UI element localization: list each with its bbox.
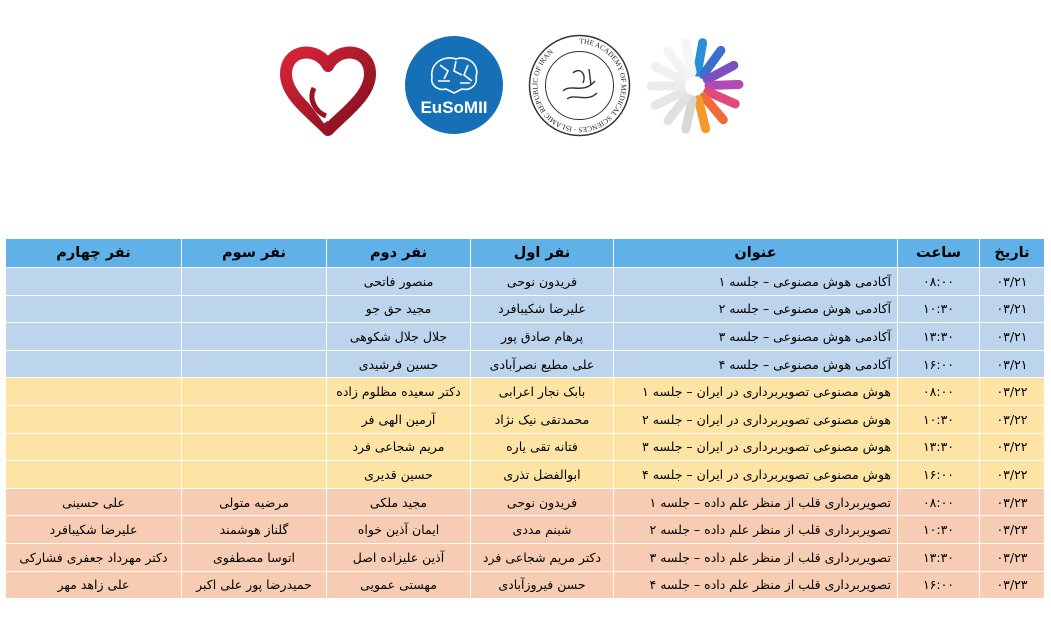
cell-fourth-person bbox=[6, 405, 182, 433]
cell-date: ۰۳/۲۳ bbox=[980, 571, 1045, 599]
cell-title: آکادمی هوش مصنوعی – جلسه ۲ bbox=[614, 295, 898, 323]
schedule-table bbox=[5, 238, 1045, 599]
cell-date: ۰۳/۲۳ bbox=[980, 543, 1045, 571]
cell-third-person: اتوسا مصطفوی bbox=[182, 543, 327, 571]
cell-third-person bbox=[182, 268, 327, 296]
cell-first-person: بابک نجار اعرابی bbox=[471, 378, 614, 406]
eusomii-logo bbox=[404, 35, 504, 135]
cell-first-person: شبنم مددی bbox=[471, 516, 614, 544]
table-row bbox=[6, 543, 1045, 571]
cell-title: هوش مصنوعی تصویربرداری در ایران – جلسه ۴ bbox=[614, 461, 898, 489]
cell-fourth-person: علی حسینی bbox=[6, 488, 182, 516]
cell-title: هوش مصنوعی تصویربرداری در ایران – جلسه ۲ bbox=[614, 405, 898, 433]
cell-fourth-person bbox=[6, 378, 182, 406]
cell-fourth-person bbox=[6, 433, 182, 461]
cell-fourth-person: علی زاهد مهر bbox=[6, 571, 182, 599]
cell-third-person bbox=[182, 323, 327, 351]
cell-title: آکادمی هوش مصنوعی – جلسه ۱ bbox=[614, 268, 898, 296]
cell-third-person bbox=[182, 295, 327, 323]
cell-title: تصویربرداری قلب از منظر علم داده – جلسه ۱ bbox=[614, 488, 898, 516]
cell-title: هوش مصنوعی تصویربرداری در ایران – جلسه ۳ bbox=[614, 433, 898, 461]
cell-third-person bbox=[182, 461, 327, 489]
header-second-person: نفر دوم bbox=[327, 239, 471, 268]
cell-fourth-person bbox=[6, 350, 182, 378]
cell-time: ۱۶:۰۰ bbox=[898, 350, 980, 378]
cell-date: ۰۳/۲۱ bbox=[980, 323, 1045, 351]
cell-fourth-person bbox=[6, 323, 182, 351]
cell-fourth-person: علیرضا شکیبافرد bbox=[6, 516, 182, 544]
cell-time: ۰۸:۰۰ bbox=[898, 378, 980, 406]
table-row bbox=[6, 378, 1045, 406]
cell-second-person: حسین فرشیدی bbox=[327, 350, 471, 378]
academy-of-medical-sciences-seal bbox=[527, 33, 632, 138]
cell-third-person: مرضیه متولی bbox=[182, 488, 327, 516]
seal-ring-text: THE ACADEMY OF MEDICAL SCIENCES · ISLAMIC REPUBLIC OF IRAN bbox=[531, 37, 628, 134]
cell-title: تصویربرداری قلب از منظر علم داده – جلسه ۲ bbox=[614, 516, 898, 544]
cell-title: آکادمی هوش مصنوعی – جلسه ۳ bbox=[614, 323, 898, 351]
table-row bbox=[6, 433, 1045, 461]
table-row bbox=[6, 488, 1045, 516]
cell-time: ۰۸:۰۰ bbox=[898, 268, 980, 296]
cell-date: ۰۳/۲۱ bbox=[980, 350, 1045, 378]
cell-second-person: منصور فاتحی bbox=[327, 268, 471, 296]
header-date: تاریخ bbox=[980, 239, 1045, 268]
cell-first-person: دکتر مریم شجاعی فرد bbox=[471, 543, 614, 571]
header-fourth-person: نفر چهارم bbox=[6, 239, 182, 268]
cell-date: ۰۳/۲۳ bbox=[980, 516, 1045, 544]
cell-date: ۰۳/۲۲ bbox=[980, 378, 1045, 406]
header-third-person: نفر سوم bbox=[182, 239, 327, 268]
cell-first-person: فریدون نوحی bbox=[471, 268, 614, 296]
cell-third-person: گلناز هوشمند bbox=[182, 516, 327, 544]
cell-first-person: علی مطیع نصرآبادی bbox=[471, 350, 614, 378]
cell-title: هوش مصنوعی تصویربرداری در ایران – جلسه ۱ bbox=[614, 378, 898, 406]
cell-date: ۰۳/۲۱ bbox=[980, 295, 1045, 323]
cell-second-person: جلال جلال شکوهی bbox=[327, 323, 471, 351]
cell-time: ۱۰:۳۰ bbox=[898, 405, 980, 433]
cell-time: ۱۰:۳۰ bbox=[898, 516, 980, 544]
table-row bbox=[6, 405, 1045, 433]
table-row bbox=[6, 350, 1045, 378]
cell-second-person: دکتر سعیده مظلوم زاده bbox=[327, 378, 471, 406]
cell-date: ۰۳/۲۲ bbox=[980, 433, 1045, 461]
cell-date: ۰۳/۲۳ bbox=[980, 488, 1045, 516]
cell-second-person: مجید ملکی bbox=[327, 488, 471, 516]
cell-title: تصویربرداری قلب از منظر علم داده – جلسه ۳ bbox=[614, 543, 898, 571]
cell-date: ۰۳/۲۲ bbox=[980, 405, 1045, 433]
cell-time: ۱۰:۳۰ bbox=[898, 295, 980, 323]
table-row bbox=[6, 516, 1045, 544]
cell-second-person: مجید حق جو bbox=[327, 295, 471, 323]
cell-first-person: حسن فیروزآبادی bbox=[471, 571, 614, 599]
cell-third-person bbox=[182, 405, 327, 433]
cell-second-person: ایمان آذین خواه bbox=[327, 516, 471, 544]
cell-fourth-person bbox=[6, 268, 182, 296]
header-first-person: نفر اول bbox=[471, 239, 614, 268]
cell-second-person: آرمین الهی فر bbox=[327, 405, 471, 433]
cell-third-person: حمیدرضا پور علی اکبر bbox=[182, 571, 327, 599]
cell-time: ۱۶:۰۰ bbox=[898, 571, 980, 599]
table-header-row bbox=[6, 239, 1045, 268]
cell-fourth-person bbox=[6, 461, 182, 489]
cell-third-person bbox=[182, 378, 327, 406]
cell-date: ۰۳/۲۱ bbox=[980, 268, 1045, 296]
cell-title: تصویربرداری قلب از منظر علم داده – جلسه ۴ bbox=[614, 571, 898, 599]
cell-title: آکادمی هوش مصنوعی – جلسه ۴ bbox=[614, 350, 898, 378]
cell-second-person: مریم شجاعی فرد bbox=[327, 433, 471, 461]
eusomii-logo-text: EuSoMII bbox=[420, 98, 488, 117]
cell-time: ۰۸:۰۰ bbox=[898, 488, 980, 516]
cell-first-person: پرهام صادق پور bbox=[471, 323, 614, 351]
cell-fourth-person bbox=[6, 295, 182, 323]
table-row bbox=[6, 295, 1045, 323]
logo-strip bbox=[0, 0, 1051, 150]
cell-time: ۱۳:۳۰ bbox=[898, 323, 980, 351]
cell-time: ۱۶:۰۰ bbox=[898, 461, 980, 489]
cell-second-person: مهستی عمویی bbox=[327, 571, 471, 599]
cell-time: ۱۳:۳۰ bbox=[898, 433, 980, 461]
table-row bbox=[6, 571, 1045, 599]
heart-logo bbox=[278, 36, 378, 136]
cell-date: ۰۳/۲۲ bbox=[980, 461, 1045, 489]
cell-second-person: آذین علیزاده اصل bbox=[327, 543, 471, 571]
cell-first-person: فریدون نوحی bbox=[471, 488, 614, 516]
cell-time: ۱۳:۳۰ bbox=[898, 543, 980, 571]
cell-first-person: فتانه تقی یاره bbox=[471, 433, 614, 461]
header-time: ساعت bbox=[898, 239, 980, 268]
cell-third-person bbox=[182, 433, 327, 461]
cell-first-person: علیرضا شکیبافرد bbox=[471, 295, 614, 323]
table-row bbox=[6, 323, 1045, 351]
cell-third-person bbox=[182, 350, 327, 378]
table-row bbox=[6, 268, 1045, 296]
table-row bbox=[6, 461, 1045, 489]
cell-second-person: حسین قدیری bbox=[327, 461, 471, 489]
header-title: عنوان bbox=[614, 239, 898, 268]
color-burst-logo bbox=[645, 8, 745, 138]
cell-first-person: ابوالفضل تذری bbox=[471, 461, 614, 489]
cell-fourth-person: دکتر مهرداد جعفری فشارکی bbox=[6, 543, 182, 571]
cell-first-person: محمدتقی نیک نژاد bbox=[471, 405, 614, 433]
